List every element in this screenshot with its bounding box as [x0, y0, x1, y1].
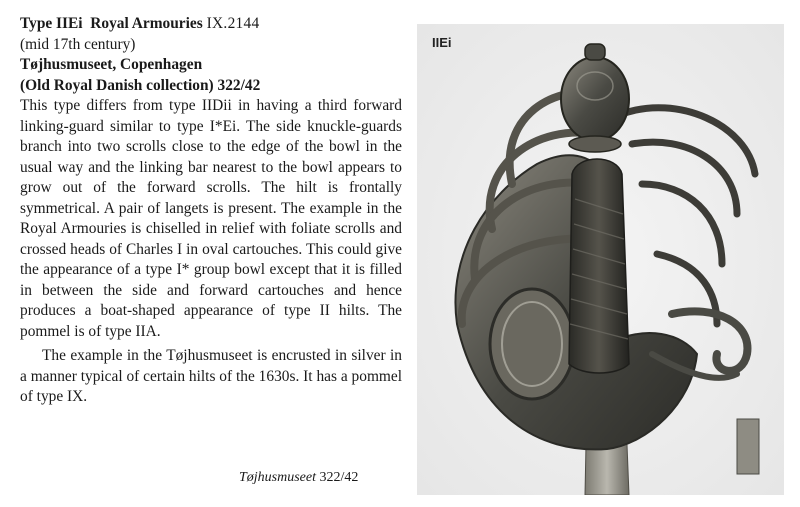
photo-caption	[239, 470, 358, 486]
museum-name: Tøjhusmuseet, Copenhagen	[20, 56, 203, 73]
caption-number: 322/42	[319, 470, 359, 485]
entry-text-column	[20, 14, 402, 408]
provenance: (Old Royal Danish collection) 322/42	[20, 76, 261, 94]
plate-label: IIEi	[432, 35, 452, 50]
entry-heading	[20, 14, 402, 35]
sword-hilt-photo	[417, 24, 784, 495]
collection-label: Royal Armouries	[90, 15, 203, 32]
tojhus-paragraph: The example in the Tøjhusmuseet is encrusted in silver in a manner typical of certain hilts of the 1630s. It has a pommel of type IX.	[20, 347, 402, 405]
description-paragraph: This type differs from type IIDii in having a third forward linking-guard similar to type I*Ei. The side knuckle-guards branch into two scrolls close to the edge of the bowl in the usual way and the linking bar nearest to the bowl appears to grow out of the forward scrolls. The hilt is frontally symmetrical. A pair of langets is present. The example in the Royal Armouries is chiselled in relief with foliate scrolls and crossed heads of Charles I in oval cartouches. This could give the appearance of a type I* group bowl except that it is filled in between the side and forward cartouches and hence produces a boat-shaped appearance of type II hilts. The pommel is of type IIA.	[20, 97, 402, 340]
type-label: Type IIEi	[20, 15, 83, 32]
caption-museum: Tøjhusmuseet	[239, 470, 316, 485]
date-range: (mid 17th century)	[20, 35, 136, 53]
sword-hilt-illustration	[417, 24, 784, 495]
collection-number: IX.2144	[206, 15, 260, 32]
